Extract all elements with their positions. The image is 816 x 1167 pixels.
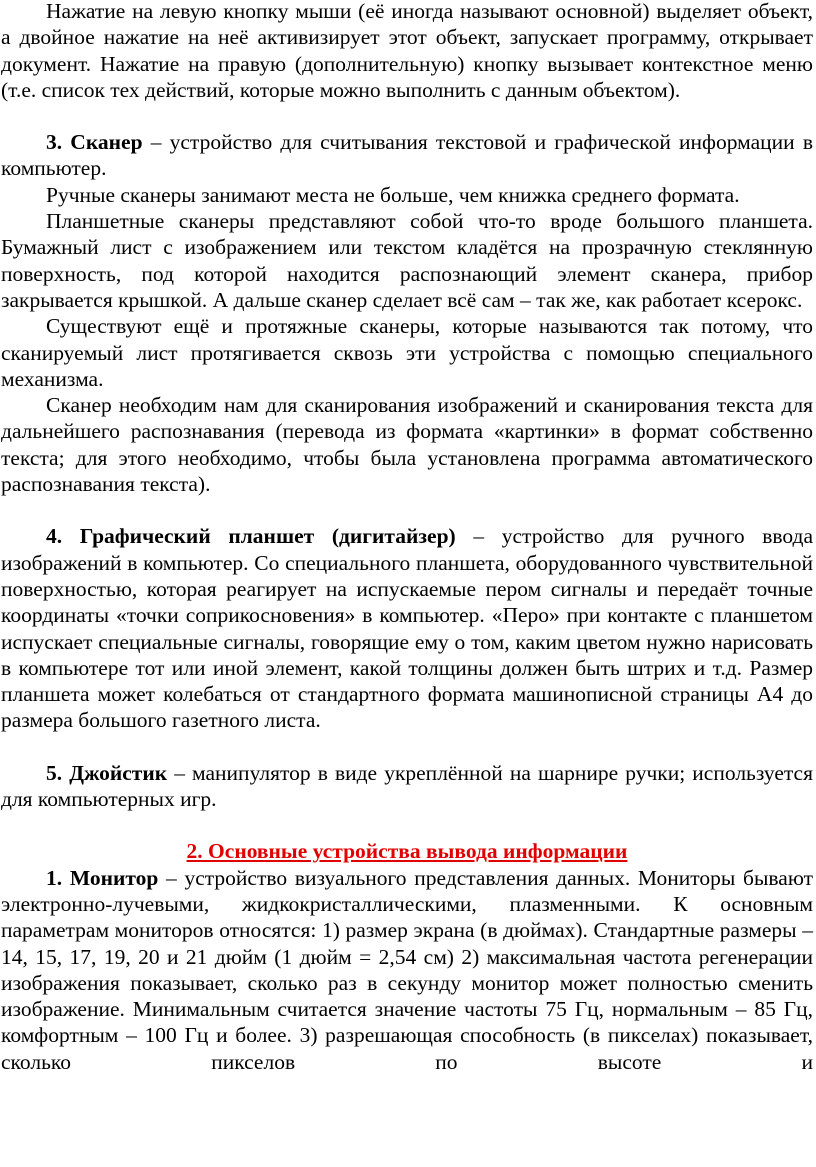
spacer (1, 734, 813, 760)
paragraph-scanner-definition (1, 129, 813, 182)
term-monitor: 1. Монитор (46, 865, 159, 890)
term-scanner: 3. Сканер (46, 130, 143, 155)
section-heading-output-devices: 2. Основные устройства вывода информации (186, 839, 628, 864)
paragraph-scanner-purpose: Сканер необходим нам для сканирования изображений и сканирования текста для дальнейшего распознавания (перевода из формата «картинки» в формат собственно текста; для этого необходимо, чтобы была установлена программа автоматического распознавания текста). (1, 393, 813, 497)
tablet-definition-text: – устройство для ручного ввода изображений в компьютер. Со специального планшета, оборудованного чувствительной поверхностью, которая реагирует на испускаемые пером сигналы и передаёт точные координаты «точки соприкосновения» в компьютер. «Перо» при контакте с планшетом испускает специальные сигналы, говорящие ему о том, каким цветом нужно нарисовать в компьютере тот или иной элемент, какой толщины должен быть штрих и т.д. Размер планшета может колебаться от стандартного формата машинописной страницы А4 до размера большого газетного листа. (1, 524, 814, 733)
term-joystick: 5. Джойстик (46, 760, 168, 785)
paragraph-hand-scanners: Ручные сканеры занимают места не больше, чем книжка среднего формата. (46, 182, 740, 207)
paragraph-monitor (1, 865, 813, 1075)
monitor-definition-text: – устройство визуального представления данных. Мониторы бывают электронно-лучевыми, жидкокристаллическими, плазменными. К основным параметрам мониторов относятся: 1) размер экрана (в дюймах). Стандартные размеры – 14, 15, 17, 19, 20 и 21 дюйм (1 дюйм = 2,54 см) 2) максимальная частота регенерации изображения показывает, сколько раз в секунду монитор может полностью сменить изображение. Минимальным считается значение частоты 75 Гц, нормальным – 85 Гц, комфортным – 100 Гц и более. 3) разрешающая способность (в пикселах) показывает, сколько пикселов по высоте и (1, 865, 813, 1074)
paragraph-graphics-tablet (1, 523, 813, 733)
paragraph-mouse-buttons: Нажатие на левую кнопку мыши (её иногда называют основной) выделяет объект, а двойное нажатие на неё активизирует этот объект, запускает программу, открывает документ. Нажатие на правую (дополнительную) кнопку вызывает контекстное меню (т.е. список тех действий, которые можно выполнить с данным объектом). (1, 0, 813, 102)
spacer (1, 812, 813, 838)
scanner-definition-text: – устройство для считывания текстовой и графической информации в компьютер. (1, 130, 813, 181)
spacer (1, 103, 813, 129)
term-graphics-tablet: 4. Графический планшет (дигитайзер) (46, 524, 456, 549)
paragraph-joystick (1, 760, 813, 813)
joystick-definition-text: – манипулятор в виде укреплённой на шарнире ручки; используется для компьютерных игр. (1, 760, 813, 812)
paragraph-sheetfed-scanners: Существуют ещё и протяжные сканеры, которые называются так потому, что сканируемый лист протягивается сквозь эти устройства с помощью специального механизма. (1, 314, 813, 391)
spacer (1, 497, 813, 523)
paragraph-flatbed-scanners: Планшетные сканеры представляют собой что-то вроде большого планшета. Бумажный лист с изображением или текстом кладётся на прозрачную стеклянную поверхность, под которой находится распознающий элемент сканера, прибор закрывается крышкой. А дальше сканер сделает всё сам – так же, как работает ксерокс. (1, 209, 813, 312)
